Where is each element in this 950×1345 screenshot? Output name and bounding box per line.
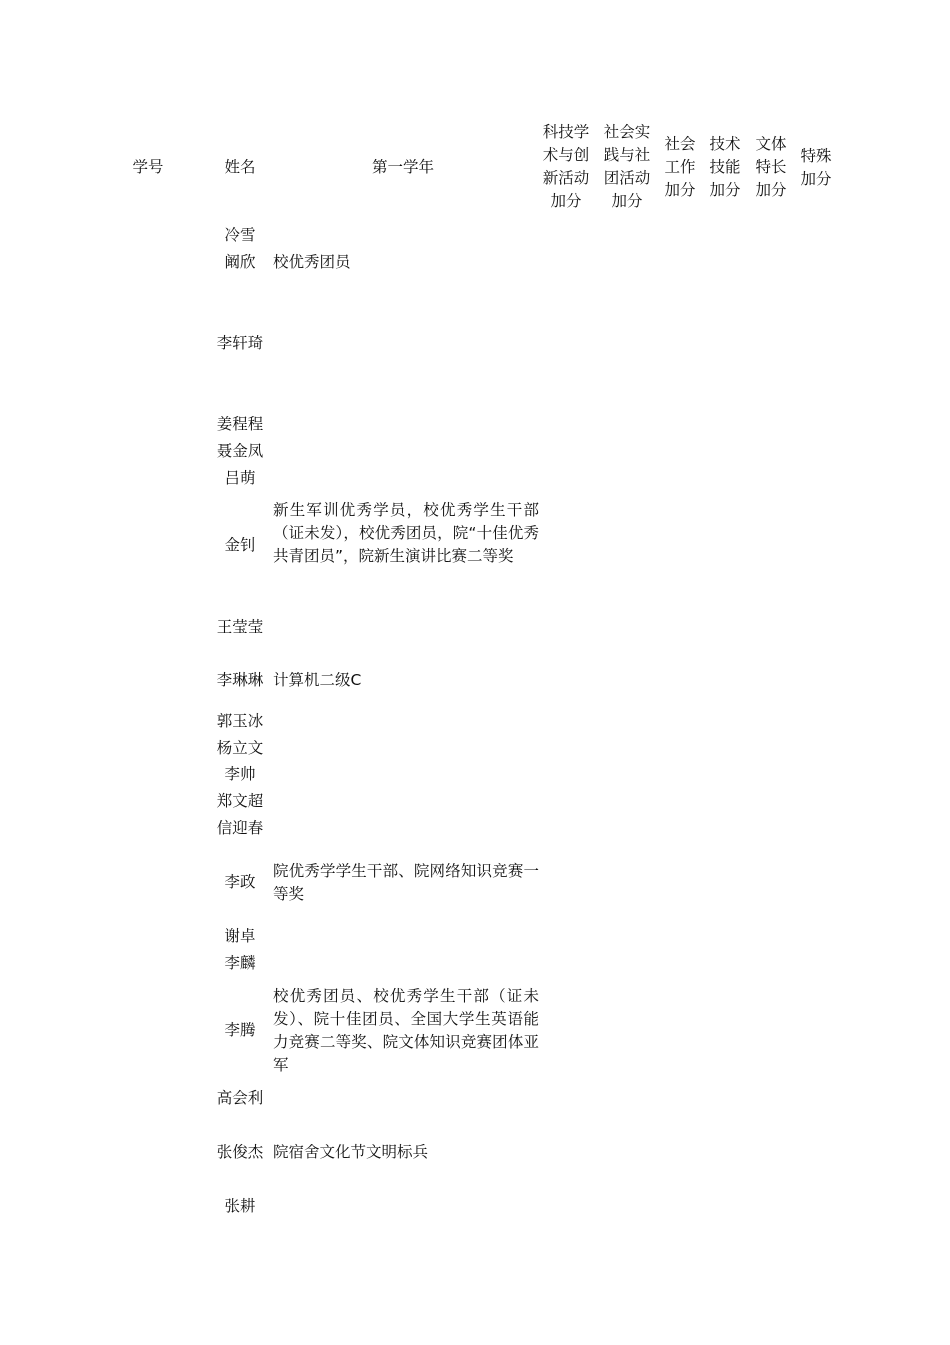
header-social-practice-bonus: 社会实 践与社 团活动 加分	[603, 123, 651, 210]
student-name: 李帅	[224, 765, 256, 783]
student-name: 郭玉冰	[216, 712, 264, 730]
first-year-award: 校优秀团员、校优秀学生干部（证未发）、院十佳团员、全国大学生英语能力竞赛二等奖、院文体知识竞赛团体亚军	[273, 987, 539, 1074]
first-year-award: 院优秀学学生干部、院网络知识竞赛一等奖	[273, 862, 539, 903]
student-name: 李政	[224, 873, 256, 891]
header-special-bonus: 特殊 加分	[800, 147, 832, 188]
student-name: 冷雪	[224, 226, 256, 244]
first-year-award: 校优秀团员	[273, 253, 351, 271]
student-name: 张耕	[224, 1197, 256, 1215]
student-name: 谢卓	[224, 927, 256, 945]
student-name: 姜程程	[216, 415, 264, 433]
first-year-award: 新生军训优秀学员，校优秀学生干部（证未发），校优秀团员，院“十佳优秀共青团员”，院新生演讲比赛二等奖	[273, 501, 539, 565]
student-name: 吕萌	[224, 469, 256, 487]
header-social-work-bonus: 社会 工作 加分	[664, 135, 696, 199]
student-name: 信迎春	[216, 819, 264, 837]
first-year-award: 院宿舍文化节文明标兵	[273, 1143, 429, 1161]
student-name: 聂金凤	[216, 442, 264, 460]
student-name: 阚欣	[224, 253, 256, 271]
student-name: 高会利	[216, 1089, 264, 1107]
student-name: 李腾	[224, 1021, 256, 1039]
student-name: 金钊	[224, 536, 256, 554]
student-name: 郑文超	[216, 792, 264, 810]
student-name: 张俊杰	[216, 1143, 264, 1161]
student-name: 杨立文	[216, 739, 264, 757]
header-arts-bonus: 文体 特长 加分	[755, 135, 787, 199]
header-tech-skill-bonus: 技术 技能 加分	[709, 135, 741, 199]
first-year-award: 计算机二级C	[273, 671, 362, 689]
header-name: 姓名	[224, 158, 256, 176]
header-student-id: 学号	[132, 158, 164, 176]
student-name: 王莹莹	[216, 618, 264, 636]
header-first-year: 第一学年	[371, 158, 434, 176]
student-name: 李轩琦	[216, 334, 264, 352]
student-name: 李琳琳	[216, 671, 264, 689]
header-sci-tech-bonus: 科技学 术与创 新活动 加分	[542, 123, 590, 210]
student-name: 李麟	[224, 954, 256, 972]
